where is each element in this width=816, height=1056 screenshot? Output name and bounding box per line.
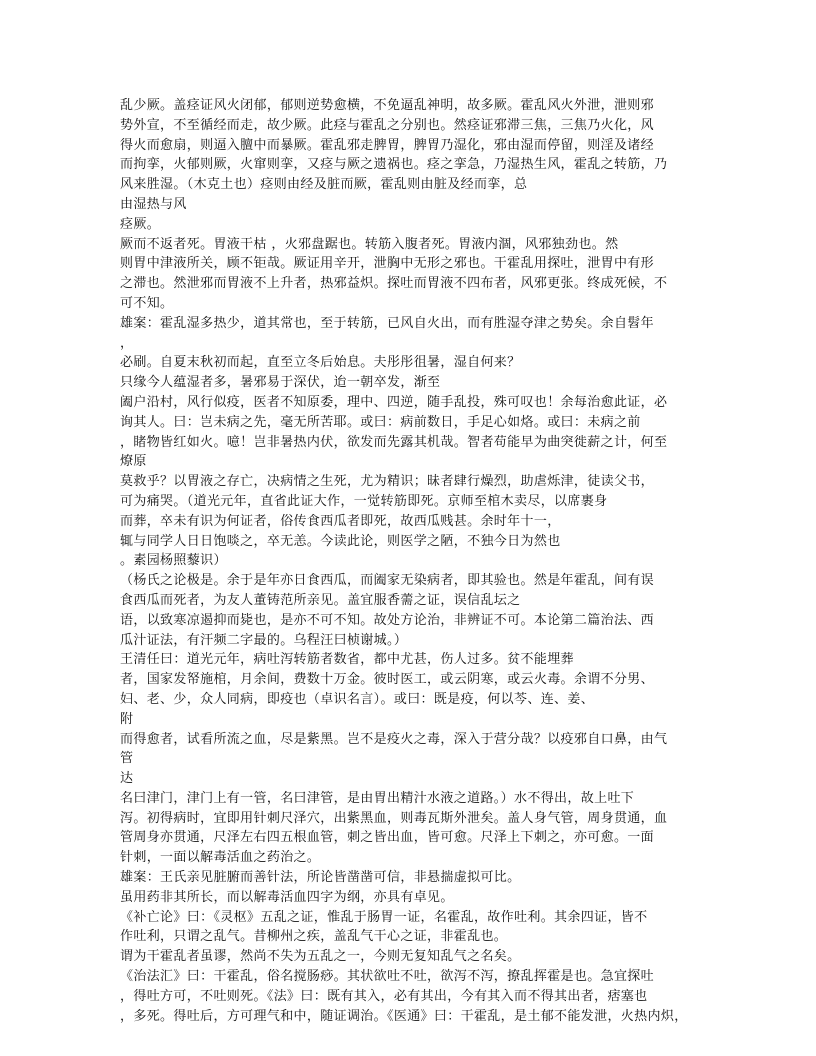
text-line: 厥而不返者死。胃液干枯 ，火邪盘踞也。转筋入腹者死。胃液内涸，风邪独劲也。然 <box>120 236 619 252</box>
text-line: 食西瓜而死者，为友人董铸范所亲见。盖宜服香薷之证，误信乱坛之 <box>120 592 521 608</box>
text-line: 痉厥。 <box>120 216 161 232</box>
text-line: 名曰津门，津门上有一管，名曰津管，是由胃出精汁水液之道路。）水不得出，故上吐下 <box>120 790 635 806</box>
text-line: 雄案：霍乱湿多热少，道其常也，至于转筋，已风自火出，而有胜湿夺津之势矣。余自髫年 <box>120 315 655 331</box>
text-line: 必刷。自夏末秋初而起，直至立冬后始息。夫彤彤徂暑，湿自何来？ <box>120 355 521 371</box>
text-line: ， <box>120 335 134 351</box>
text-line: 针刺，一面以解毒活血之药治之。 <box>120 850 321 866</box>
text-line: （杨氏之论极是。余于是年亦日食西瓜，而阖家无染病者，即其验也。然是年霍乱，间有误 <box>120 573 655 589</box>
text-line: 《治法汇》曰：干霍乱，俗名搅肠痧。其状欲吐不吐，欲泻不泻，撩乱挥霍是也。急宜探吐 <box>120 969 655 985</box>
text-line: 语，以致寒凉遏抑而毙也，是亦不可不知。故处方论治，非辨证不可。本论第二篇治法、西 <box>120 612 655 628</box>
text-line: ，多死。得吐后，方可理气和中，随证调治。《医通》曰：干霍乱，是土郁不能发泄，火热内炽， <box>120 1008 688 1024</box>
text-line: 得火而愈扇，则逼入膻中而暴厥。霍乱邪走脾胃，脾胃乃湿化，邪由湿而停留，则淫及诸经 <box>120 137 655 153</box>
document-page <box>120 96 700 1026</box>
text-line: 雄案：王氏亲见脏腑而善针法，所论皆凿凿可信，非悬揣虚拟可比。 <box>120 870 521 886</box>
text-line: 而拘挛，火郁则厥，火窜则挛，又痉与厥之遗祸也。痉之挛急，乃湿热生风，霍乱之转筋，乃 <box>120 157 668 173</box>
text-line: 而葬，卒未有识为何证者，俗传食西瓜者即死，故西瓜贱甚。余时年十一， <box>120 513 561 529</box>
text-line: 辄与同学人日日饱啖之，卒无恙。今读此论，则医学之陋，不独今日为然也 <box>120 533 561 549</box>
text-line: 乱少厥。盖痉证风火闭郁，郁则逆势愈横，不免逼乱神明，故多厥。霍乱风火外泄，泄则邪 <box>120 98 655 113</box>
text-line: 只缘今人蕴湿者多，暑邪易于深伏，迨一朝卒发，渐至 <box>120 375 441 391</box>
text-line: 《补亡论》曰：《灵枢》五乱之证，惟乱于肠胃一证，名霍乱，故作吐利。其余四证，皆不 <box>120 909 648 925</box>
text-line: 达 <box>120 771 134 787</box>
text-line: 势外宣，不至循经而走，故少厥。此痉与霍乱之分别也。然痉证邪滞三焦，三焦乃火化，风 <box>120 117 655 133</box>
text-line: 燎原 <box>120 454 147 470</box>
text-line: ，睹物皆红如火。噫！岂非暑热内伏，欲发而先露其机哉。智者苟能早为曲突徙薪之计，何至 <box>120 434 668 450</box>
text-line: 风来胜湿。（木克土也）痉则由经及脏而厥，霍乱则由脏及经而挛，总 <box>120 177 528 193</box>
text-line: 莫救乎？以胃液之存亡，决病情之生死，尤为精识；昧者肆行燥烈，助虐烁津，徒读父书， <box>120 474 655 490</box>
text-line: 管 <box>120 751 134 767</box>
text-line: 询其人。曰：岂未病之先，毫无所苦耶。或曰：病前数日，手足心如烙。或曰：未病之前 <box>120 414 641 430</box>
text-line: 而得愈者，试看所流之血，尽是紫黑。岂不是疫火之毒，深入于营分哉？以疫邪自口鼻，由气 <box>120 731 668 747</box>
text-line: 谓为干霍乱者虽谬，然尚不失为五乱之一，今则无复知乱气之名矣。 <box>120 949 521 965</box>
text-line: 附 <box>120 711 134 727</box>
text-line: 泻。初得病时，宜即用针刺尺泽穴，出紫黑血，则毒瓦斯外泄矣。盖人身气管，周身贯通，血 <box>120 810 668 826</box>
text-line: 管周身亦贯通，尺泽左右四五根血管，刺之皆出血，皆可愈。尺泽上下刺之，亦可愈。一面 <box>120 830 655 846</box>
text-line: 可为痛哭。（道光元年，直省此证大作，一觉转筋即死。京师至棺木卖尽，以席裹身 <box>120 493 608 509</box>
text-line: 瓜汁证法，有汗频二字最的。乌程汪曰桢谢城。） <box>120 632 408 648</box>
text-line: 之滞也。然泄邪而胃液不上升者，热邪益炽。探吐而胃液不四布者，风邪更张。终成死候，不 <box>120 276 668 292</box>
text-line: 阖户沿村，风行似疫，医者不知原委，理中、四逆，随手乱投，殊可叹也！余每治愈此证，必 <box>120 394 668 410</box>
text-line: 妇、老、少，众人同病，即疫也（卓识名言）。或曰：既是疫，何以芩、连、姜、 <box>120 691 595 707</box>
text-line: 。素园杨照藜识） <box>120 553 227 569</box>
text-line: 王清任曰：道光元年，病吐泻转筋者数省，都中尤甚，伤人过多。贫不能埋葬 <box>120 652 574 668</box>
text-line: ，得吐方可，不吐则死。《法》曰：既有其入，必有其出，今有其入而不得其出者，痞塞也 <box>120 988 648 1004</box>
text-line: 者，国家发帑施棺，月余间，费数十万金。彼时医工，或云阴寒，或云火毒。余谓不分男、 <box>120 672 655 688</box>
text-line: 虽用药非其所长，而以解毒活血四字为纲，亦具有卓见。 <box>120 889 454 905</box>
text-line: 可不知。 <box>120 295 174 311</box>
text-line: 则胃中津液所关，顾不钜哉。厥证用辛开，泄胸中无形之邪也。干霍乱用探吐，泄胃中有形 <box>120 256 655 272</box>
text-line: 作吐利，只谓之乱气。昔柳州之疾，盖乱气干心之证，非霍乱也。 <box>120 929 508 945</box>
text-line: 由湿热与风 <box>120 196 187 212</box>
